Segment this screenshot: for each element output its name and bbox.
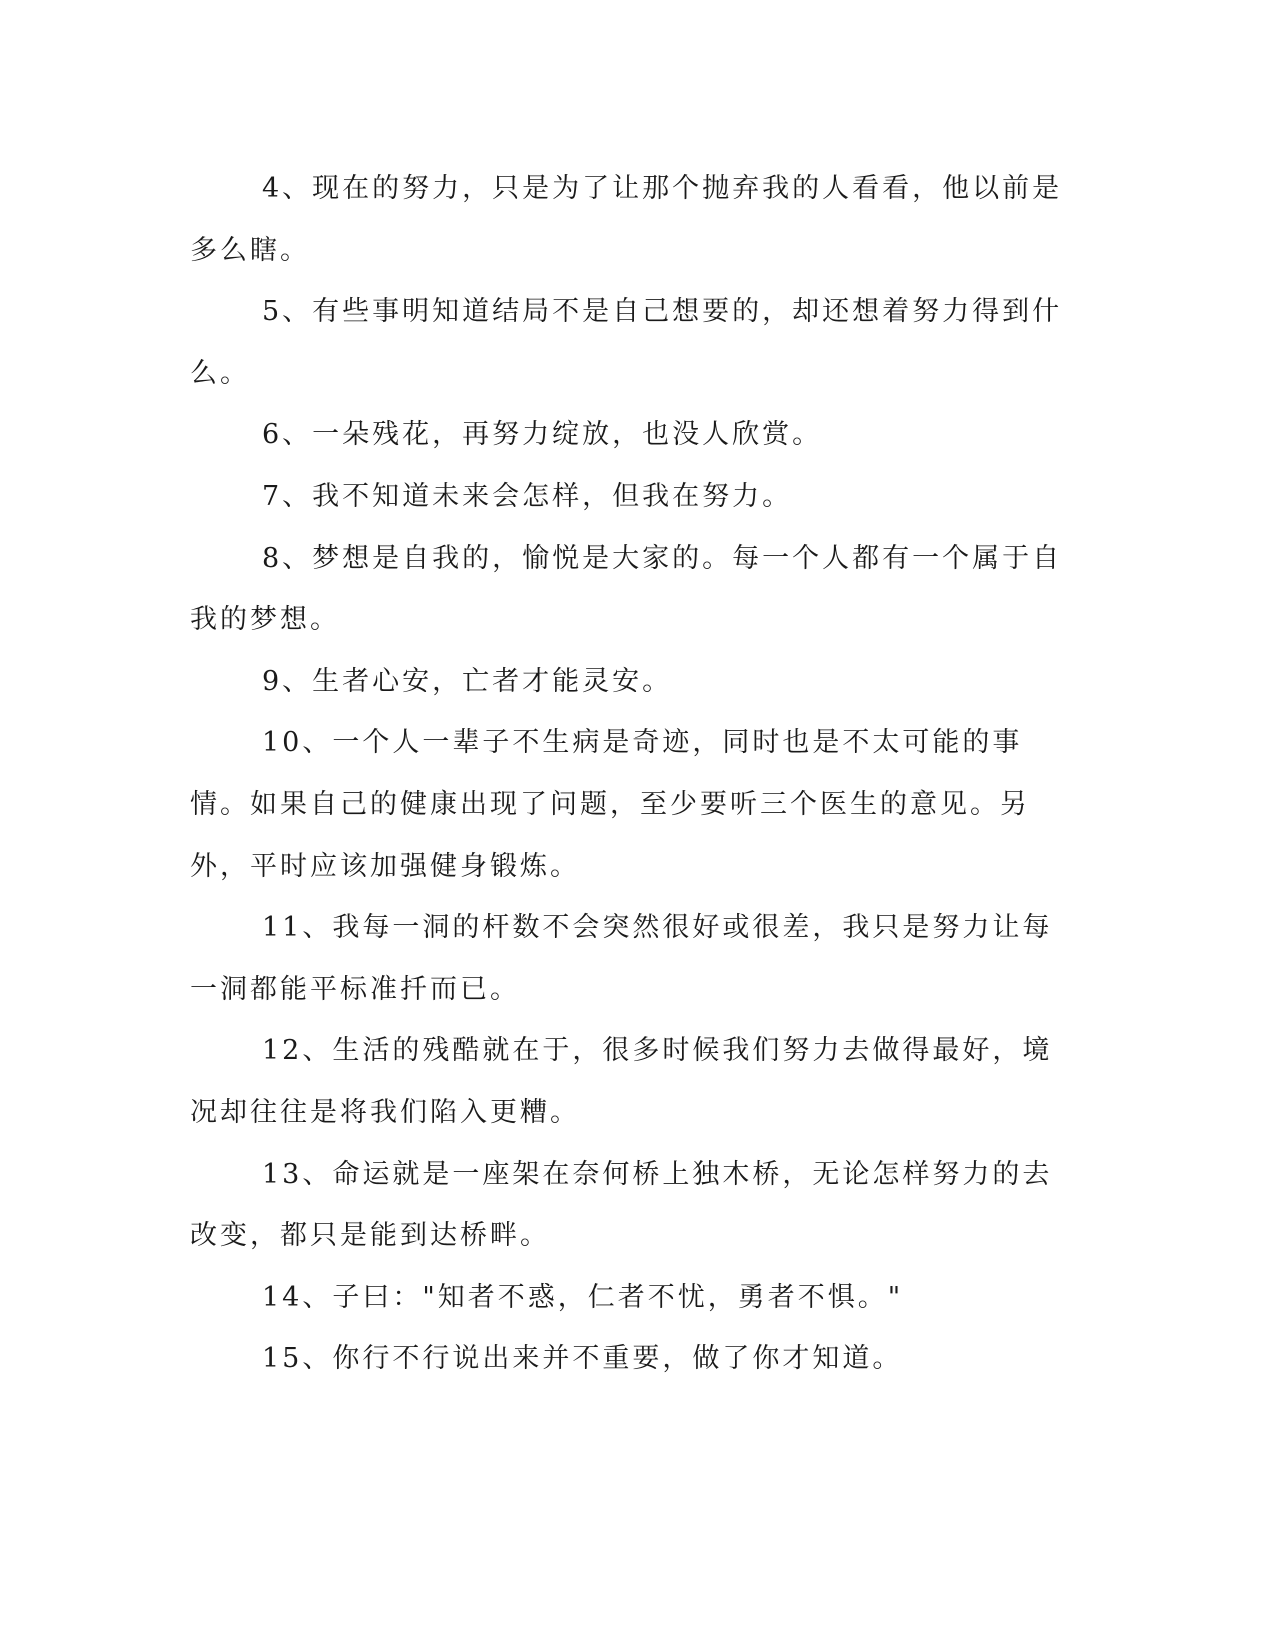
quote-paragraph-12: 12、生活的残酷就在于，很多时候我们努力去做得最好，境况却往往是将我们陷入更糟。 — [190, 1035, 1053, 1128]
quote-paragraph-14: 14、子曰："知者不惑，仁者不忧，勇者不惧。" — [262, 1281, 904, 1313]
quote-paragraph-8: 8、梦想是自我的，愉悦是大家的。每一个人都有一个属于自我的梦想。 — [190, 542, 1063, 636]
quote-paragraph-10: 10、一个人一辈子不生病是奇迹，同时也是不太可能的事情。如果自己的健康出现了问题，至少要听三个医生的意见。另外，平时应该加强健身锻炼。 — [190, 727, 1030, 882]
quote-paragraph-6: 6、一朵残花，再努力绽放，也没人欣赏。 — [262, 419, 823, 451]
document-body — [190, 158, 1082, 1390]
quote-paragraph-9: 9、生者心安，亡者才能灵安。 — [262, 665, 673, 697]
quote-paragraph-4: 4、现在的努力，只是为了让那个抛弃我的人看看，他以前是多么瞎。 — [190, 173, 1063, 266]
quote-paragraph-13: 13、命运就是一座架在奈何桥上独木桥，无论怎样努力的去改变，都只是能到达桥畔。 — [190, 1158, 1053, 1252]
quote-paragraph-15: 15、你行不行说出来并不重要，做了你才知道。 — [262, 1343, 903, 1375]
quote-paragraph-11: 11、我每一洞的杆数不会突然很好或很差，我只是努力让每一洞都能平标准扦而已。 — [190, 912, 1053, 1005]
quote-paragraph-7: 7、我不知道未来会怎样，但我在努力。 — [262, 480, 793, 512]
quote-paragraph-5: 5、有些事明知道结局不是自己想要的，却还想着努力得到什么。 — [190, 296, 1063, 389]
